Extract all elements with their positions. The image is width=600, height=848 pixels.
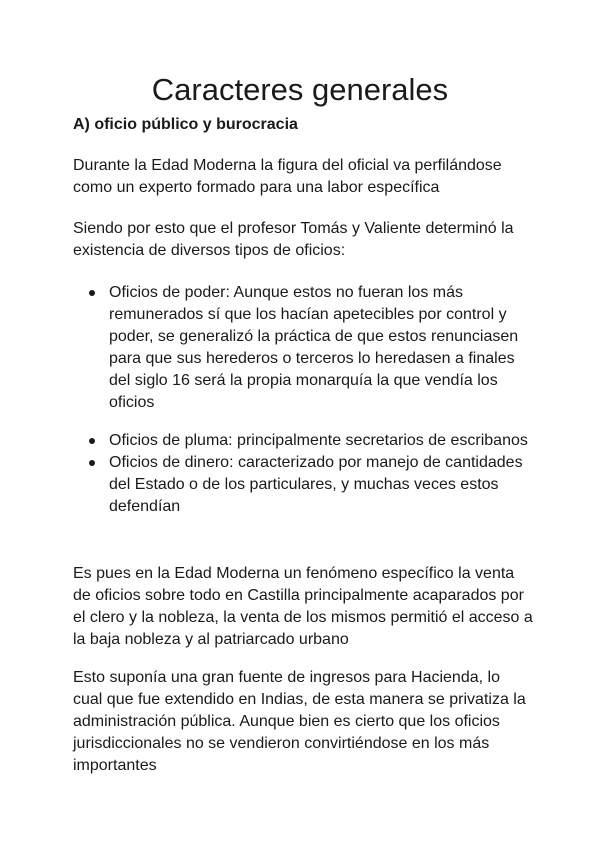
office-types-list-1 (73, 282, 533, 414)
paragraph-4: Esto suponía una gran fuente de ingresos para Hacienda, lo cual que fue extendido en Indias, de esta manera se privatiza la administración pública. Aunque bien es cierto que los oficios jurisdiccionales no se vendieron convirtiéndose en los más importantes (73, 669, 526, 774)
list-item-text: Oficios de pluma: principalmente secretarios de escribanos (109, 432, 528, 449)
list-item-text: Oficios de poder: Aunque estos no fueran los más remunerados sí que los hacían apetecibles por control y poder, se generalizó la práctica de que estos renunciasen para que sus herederos o terceros lo heredasen a finales del siglo 16 será la propia monarquía la que vendía los oficios (109, 284, 519, 411)
list-item (73, 282, 533, 414)
bullet-icon (89, 438, 95, 444)
page-title: Caracteres generales (151, 72, 449, 107)
list-item-text: Oficios de dinero: caracterizado por manejo de cantidades del Estado o de los particulares, y muchas veces estos defendían (109, 454, 523, 515)
office-types-list-2 (73, 430, 533, 518)
section-heading: A) oficio público y burocracia (73, 116, 298, 133)
bullet-icon (89, 290, 95, 296)
paragraph-3: Es pues en la Edad Moderna un fenómeno específico la venta de oficios sobre todo en Castilla principalmente acaparados por el clero y la nobleza, la venta de los mismos permitió el acceso a la baja nobleza y al patriarcado urbano (73, 565, 533, 648)
bullet-icon (89, 460, 95, 466)
list-item (73, 430, 533, 452)
paragraph-2: Siendo por esto que el profesor Tomás y Valiente determinó la existencia de diversos tipos de oficios: (73, 220, 514, 259)
paragraph-1: Durante la Edad Moderna la figura del oficial va perfilándose como un experto formado para una labor específica (73, 157, 502, 196)
list-item (73, 452, 533, 518)
